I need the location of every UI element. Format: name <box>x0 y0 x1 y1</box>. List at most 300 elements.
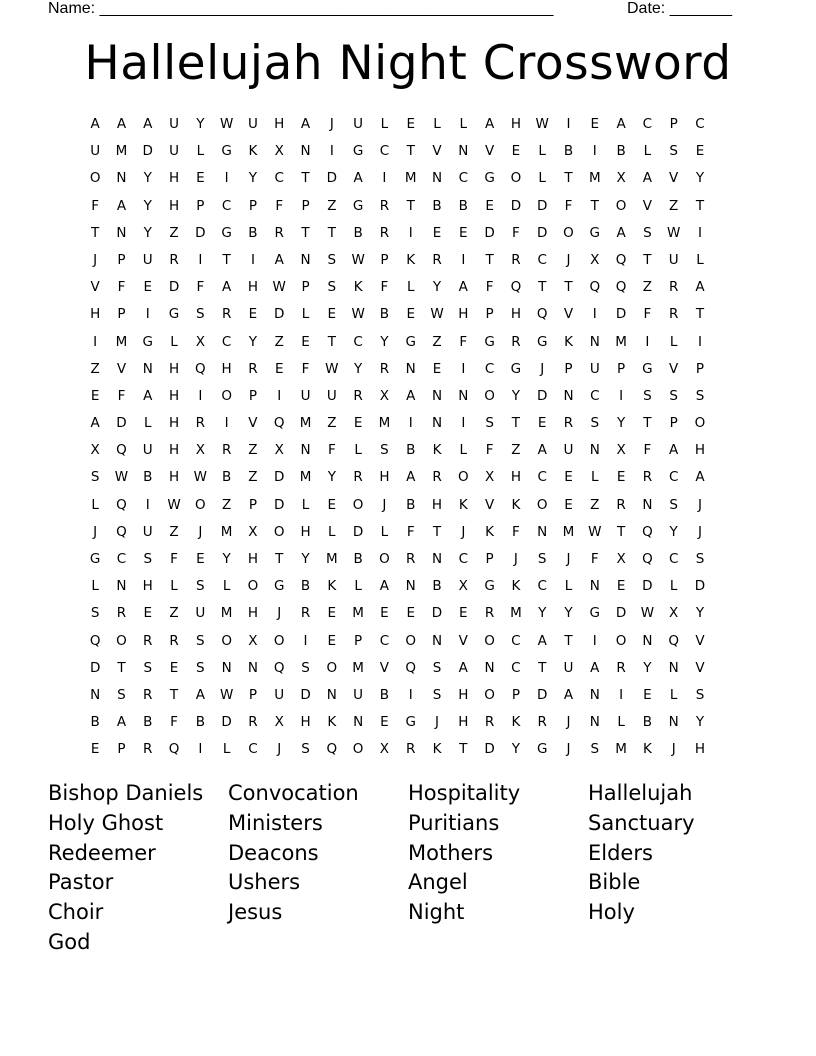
grid-letter: R <box>353 469 363 486</box>
grid-letter: D <box>142 143 153 160</box>
grid-letter: C <box>668 551 679 567</box>
grid-letter: D <box>116 415 127 432</box>
grid-letter: A <box>90 116 100 132</box>
grid-letter: G <box>405 714 416 731</box>
grid-letter: C <box>248 741 258 758</box>
grid-letter: W <box>167 496 181 513</box>
grid-letter: M <box>115 333 128 350</box>
grid-letter: F <box>406 523 415 540</box>
grid-letter: M <box>220 605 233 622</box>
grid-letter: N <box>116 224 127 241</box>
grid-letter: Y <box>432 279 442 296</box>
grid-letter: G <box>510 360 522 377</box>
grid-letter: O <box>615 197 627 214</box>
grid-letter: Y <box>143 197 152 214</box>
grid-letter: O <box>615 632 627 649</box>
grid-letter: R <box>169 251 179 268</box>
grid-letter: V <box>432 143 442 160</box>
grid-letter: W <box>193 469 208 486</box>
grid-letter: Q <box>642 551 653 567</box>
grid-row <box>82 655 713 682</box>
grid-letter: L <box>459 442 468 459</box>
grid-row <box>82 736 713 763</box>
grid-letter: N <box>589 578 600 595</box>
grid-letter: H <box>168 387 180 404</box>
grid-letter: G <box>221 224 232 241</box>
grid-letter: L <box>538 170 546 187</box>
grid-letter: C <box>668 469 679 486</box>
grid-letter: U <box>326 387 337 404</box>
grid-letter: K <box>511 714 521 731</box>
letter-grid <box>82 111 713 764</box>
grid-letter: A <box>484 116 495 132</box>
grid-letter: T <box>538 659 547 676</box>
grid-letter: S <box>669 387 678 404</box>
grid-letter: I <box>408 415 413 432</box>
grid-letter: L <box>354 442 362 459</box>
grid-letter: S <box>301 741 310 758</box>
word-list-item: Hallelujah <box>588 781 693 805</box>
grid-letter: Q <box>273 659 285 676</box>
grid-letter: P <box>617 360 626 377</box>
grid-row <box>82 519 713 546</box>
grid-letter: T <box>485 251 494 268</box>
grid-letter: R <box>221 442 232 459</box>
grid-letter: M <box>352 659 364 676</box>
grid-row <box>82 492 713 519</box>
grid-letter: Y <box>301 551 310 567</box>
date-field-line: Date: _______ <box>627 0 732 17</box>
grid-letter: I <box>697 224 702 241</box>
grid-letter: H <box>458 714 469 731</box>
grid-letter: W <box>219 116 234 132</box>
grid-letter: R <box>642 469 653 486</box>
grid-letter: U <box>668 251 679 268</box>
grid-letter: I <box>198 251 203 268</box>
grid-letter: L <box>354 578 362 595</box>
grid-letter: E <box>327 605 337 622</box>
grid-letter: H <box>510 469 521 486</box>
grid-letter: B <box>379 686 390 703</box>
grid-letter: R <box>195 415 206 432</box>
grid-row <box>82 356 713 383</box>
grid-letter: G <box>484 170 495 187</box>
grid-letter: L <box>380 116 389 132</box>
grid-letter: O <box>116 632 127 649</box>
grid-letter: T <box>406 197 415 214</box>
grid-letter: E <box>406 116 415 132</box>
grid-letter: L <box>459 116 468 132</box>
grid-letter: J <box>697 496 702 513</box>
grid-letter: F <box>564 197 573 214</box>
grid-letter: M <box>615 333 627 350</box>
grid-letter: S <box>196 659 205 676</box>
grid-letter: A <box>616 224 626 241</box>
grid-letter: F <box>380 279 389 296</box>
grid-letter: O <box>484 686 495 703</box>
grid-letter: Z <box>248 469 258 486</box>
grid-letter: T <box>643 415 652 432</box>
grid-letter: S <box>143 659 153 676</box>
grid-letter: E <box>327 496 337 513</box>
grid-letter: N <box>300 143 311 160</box>
grid-letter: F <box>590 551 599 567</box>
grid-letter: I <box>619 686 624 703</box>
grid-letter: N <box>142 360 153 377</box>
grid-letter: L <box>143 415 152 432</box>
grid-letter: N <box>116 170 127 187</box>
grid-row <box>82 410 713 437</box>
grid-letter: T <box>616 523 626 540</box>
grid-letter: H <box>300 523 311 540</box>
grid-letter: I <box>382 170 387 187</box>
grid-letter: S <box>695 686 705 703</box>
grid-row <box>82 464 713 491</box>
grid-letter: T <box>695 306 705 323</box>
grid-letter: Q <box>642 523 653 540</box>
grid-letter: F <box>170 714 178 731</box>
grid-letter: B <box>353 551 363 567</box>
grid-letter: P <box>248 496 257 513</box>
grid-letter: F <box>275 197 284 214</box>
grid-letter: V <box>458 632 468 649</box>
grid-letter: E <box>695 143 705 160</box>
word-list-item: Redeemer <box>48 840 156 865</box>
grid-letter: C <box>511 632 521 649</box>
grid-letter: U <box>563 442 574 459</box>
grid-letter: S <box>196 578 205 595</box>
grid-letter: G <box>405 333 416 350</box>
grid-letter: G <box>221 143 232 160</box>
grid-letter: E <box>327 306 337 323</box>
grid-letter: A <box>300 116 311 132</box>
grid-letter: O <box>326 659 338 676</box>
grid-letter: F <box>512 523 520 540</box>
grid-letter: S <box>485 415 494 432</box>
grid-letter: V <box>484 496 495 513</box>
grid-letter: D <box>536 387 548 404</box>
grid-letter: N <box>431 551 443 567</box>
grid-letter: B <box>406 442 416 459</box>
grid-letter: J <box>566 551 571 567</box>
grid-letter: B <box>458 197 468 214</box>
grid-letter: F <box>643 442 652 459</box>
word-list-item: God <box>48 929 91 954</box>
grid-letter: C <box>379 143 390 160</box>
grid-letter: A <box>458 659 468 676</box>
grid-letter: X <box>90 442 100 459</box>
grid-letter: E <box>169 659 179 676</box>
grid-letter: K <box>327 578 337 595</box>
grid-letter: Q <box>615 251 627 268</box>
grid-letter: O <box>484 387 495 404</box>
grid-letter: S <box>669 496 678 513</box>
grid-letter: E <box>511 143 521 160</box>
word-list-item: Holy <box>588 900 635 925</box>
grid-letter: K <box>485 523 495 540</box>
grid-row <box>82 682 713 709</box>
grid-letter: B <box>379 306 390 323</box>
grid-row <box>82 193 713 220</box>
grid-letter: P <box>354 632 363 649</box>
grid-letter: Y <box>511 741 521 758</box>
grid-letter: V <box>695 659 705 676</box>
grid-letter: R <box>563 415 574 432</box>
grid-letter: P <box>380 251 389 268</box>
grid-letter: F <box>643 306 652 323</box>
grid-letter: Y <box>353 360 363 377</box>
grid-letter: V <box>669 170 679 187</box>
grid-letter: T <box>117 659 126 676</box>
grid-letter: T <box>432 523 442 540</box>
grid-letter: H <box>168 360 180 377</box>
grid-letter: Z <box>327 415 337 432</box>
grid-letter: I <box>145 496 150 513</box>
grid-letter: R <box>300 605 311 622</box>
grid-letter: V <box>563 306 574 323</box>
grid-letter: H <box>221 360 232 377</box>
word-list-item: Convocation <box>228 781 359 805</box>
grid-letter: B <box>406 496 416 513</box>
grid-letter: O <box>221 632 232 649</box>
grid-letter: Q <box>116 442 127 459</box>
grid-letter: I <box>408 224 413 241</box>
grid-letter: S <box>643 224 652 241</box>
grid-letter: I <box>277 387 282 404</box>
grid-letter: X <box>590 251 600 268</box>
grid-letter: N <box>300 442 311 459</box>
grid-letter: Q <box>589 279 601 296</box>
grid-letter: O <box>484 632 495 649</box>
grid-letter: A <box>116 116 127 132</box>
grid-letter: I <box>645 333 650 350</box>
grid-letter: R <box>143 686 153 703</box>
grid-letter: R <box>616 496 626 513</box>
grid-letter: M <box>615 741 627 758</box>
grid-letter: H <box>694 442 706 459</box>
grid-letter: V <box>379 659 390 676</box>
grid-letter: W <box>351 251 365 268</box>
grid-row <box>82 329 713 356</box>
grid-letter: M <box>325 551 338 567</box>
grid-letter: D <box>484 224 495 241</box>
grid-letter: R <box>143 632 153 649</box>
grid-letter: I <box>566 116 571 132</box>
grid-letter: A <box>590 659 600 676</box>
grid-row <box>82 165 713 192</box>
grid-letter: N <box>484 659 495 676</box>
grid-letter: T <box>301 224 310 241</box>
grid-letter: A <box>195 686 205 703</box>
grid-letter: N <box>90 686 101 703</box>
grid-letter: D <box>168 279 180 296</box>
grid-letter: O <box>379 551 390 567</box>
grid-letter: T <box>91 224 100 241</box>
grid-letter: J <box>566 714 571 731</box>
grid-letter: E <box>432 360 442 377</box>
grid-letter: P <box>301 197 310 214</box>
grid-row <box>82 220 713 247</box>
grid-letter: Y <box>538 605 547 622</box>
grid-letter: H <box>458 306 469 323</box>
grid-letter: N <box>458 387 469 404</box>
grid-letter: Q <box>89 632 101 649</box>
grid-letter: I <box>250 251 255 268</box>
grid-letter: B <box>143 714 153 731</box>
grid-letter: Q <box>615 279 627 296</box>
grid-letter: A <box>116 714 127 731</box>
grid-letter: N <box>431 170 443 187</box>
grid-letter: E <box>459 605 468 622</box>
grid-letter: X <box>274 442 284 459</box>
grid-letter: S <box>432 686 442 703</box>
grid-letter: J <box>566 741 571 758</box>
grid-letter: G <box>536 741 548 758</box>
grid-row <box>82 247 713 274</box>
grid-letter: I <box>198 387 203 404</box>
grid-letter: G <box>352 197 364 214</box>
grid-letter: E <box>90 387 100 404</box>
grid-letter: H <box>168 415 180 432</box>
grid-letter: T <box>643 251 652 268</box>
grid-letter: T <box>564 170 573 187</box>
grid-letter: G <box>168 306 180 323</box>
grid-letter: O <box>694 415 706 432</box>
grid-letter: A <box>695 279 705 296</box>
grid-letter: B <box>353 224 363 241</box>
grid-letter: Y <box>564 605 573 622</box>
grid-letter: A <box>642 170 652 187</box>
grid-letter: R <box>511 333 521 350</box>
grid-letter: D <box>484 741 495 758</box>
grid-letter: M <box>299 415 312 432</box>
grid-letter: S <box>432 659 442 676</box>
grid-letter: Y <box>643 659 652 676</box>
grid-letter: J <box>566 251 571 268</box>
grid-letter: A <box>222 279 232 296</box>
grid-letter: Y <box>248 170 258 187</box>
grid-letter: Q <box>536 306 548 323</box>
grid-letter: F <box>485 442 494 459</box>
grid-letter: N <box>668 659 679 676</box>
grid-letter: K <box>248 143 258 160</box>
grid-letter: C <box>458 551 469 567</box>
grid-letter: H <box>247 279 258 296</box>
grid-letter: C <box>537 469 547 486</box>
word-list-item: Bible <box>588 870 641 895</box>
grid-letter: A <box>537 632 547 649</box>
grid-letter: S <box>380 442 389 459</box>
grid-letter: E <box>196 551 205 567</box>
grid-letter: H <box>510 116 521 132</box>
grid-letter: O <box>273 523 285 540</box>
grid-letter: B <box>143 469 153 486</box>
grid-letter: J <box>329 116 334 132</box>
grid-letter: M <box>378 415 391 432</box>
grid-letter: T <box>301 170 310 187</box>
grid-letter: R <box>432 469 442 486</box>
grid-letter: H <box>694 741 706 758</box>
grid-letter: T <box>275 551 284 567</box>
grid-letter: T <box>564 632 573 649</box>
grid-letter: I <box>461 415 466 432</box>
grid-letter: A <box>669 442 679 459</box>
grid-letter: L <box>91 578 99 595</box>
grid-letter: A <box>274 251 284 268</box>
grid-letter: E <box>327 632 337 649</box>
grid-letter: U <box>90 143 101 160</box>
grid-letter: Q <box>195 360 206 377</box>
grid-letter: Y <box>669 523 678 540</box>
grid-letter: I <box>619 387 624 404</box>
grid-letter: N <box>300 251 311 268</box>
grid-letter: D <box>300 686 311 703</box>
grid-letter: O <box>247 578 259 595</box>
grid-letter: L <box>380 523 389 540</box>
grid-letter: E <box>380 605 389 622</box>
grid-letter: Q <box>668 632 679 649</box>
grid-letter: I <box>303 632 308 649</box>
grid-letter: R <box>379 360 390 377</box>
grid-letter: E <box>616 578 626 595</box>
grid-letter: E <box>143 605 152 622</box>
grid-letter: Q <box>326 741 338 758</box>
grid-letter: H <box>247 605 258 622</box>
grid-letter: Y <box>616 415 626 432</box>
grid-letter: I <box>224 170 229 187</box>
grid-letter: H <box>142 578 153 595</box>
grid-letter: X <box>379 741 390 758</box>
grid-letter: W <box>325 360 339 377</box>
grid-letter: Z <box>90 360 100 377</box>
grid-letter: G <box>642 360 653 377</box>
grid-letter: N <box>537 523 548 540</box>
grid-letter: L <box>669 333 678 350</box>
grid-letter: A <box>563 686 574 703</box>
grid-letter: S <box>695 387 705 404</box>
grid-letter: L <box>591 469 599 486</box>
grid-letter: Z <box>669 197 679 214</box>
grid-letter: Z <box>327 197 337 214</box>
grid-letter: O <box>89 170 101 187</box>
grid-letter: N <box>589 442 600 459</box>
grid-letter: X <box>379 387 390 404</box>
grid-letter: Y <box>248 333 258 350</box>
grid-letter: O <box>221 387 232 404</box>
word-list-item: Bishop Daniels <box>48 781 204 805</box>
grid-letter: Z <box>248 442 258 459</box>
grid-letter: S <box>196 306 205 323</box>
grid-letter: K <box>327 714 337 731</box>
grid-letter: L <box>222 578 231 595</box>
word-list-item: Deacons <box>228 840 319 865</box>
grid-letter: Z <box>222 496 232 513</box>
grid-letter: R <box>169 632 179 649</box>
grid-letter: U <box>274 686 285 703</box>
grid-letter: N <box>458 143 469 160</box>
grid-letter: Z <box>432 333 442 350</box>
grid-letter: G <box>273 578 285 595</box>
grid-letter: X <box>458 578 468 595</box>
grid-letter: M <box>115 143 128 160</box>
grid-letter: G <box>142 333 153 350</box>
grid-letter: H <box>431 496 443 513</box>
grid-letter: I <box>145 306 150 323</box>
grid-letter: O <box>457 469 469 486</box>
grid-letter: A <box>379 578 390 595</box>
grid-letter: C <box>379 632 390 649</box>
grid-letter: B <box>563 143 574 160</box>
